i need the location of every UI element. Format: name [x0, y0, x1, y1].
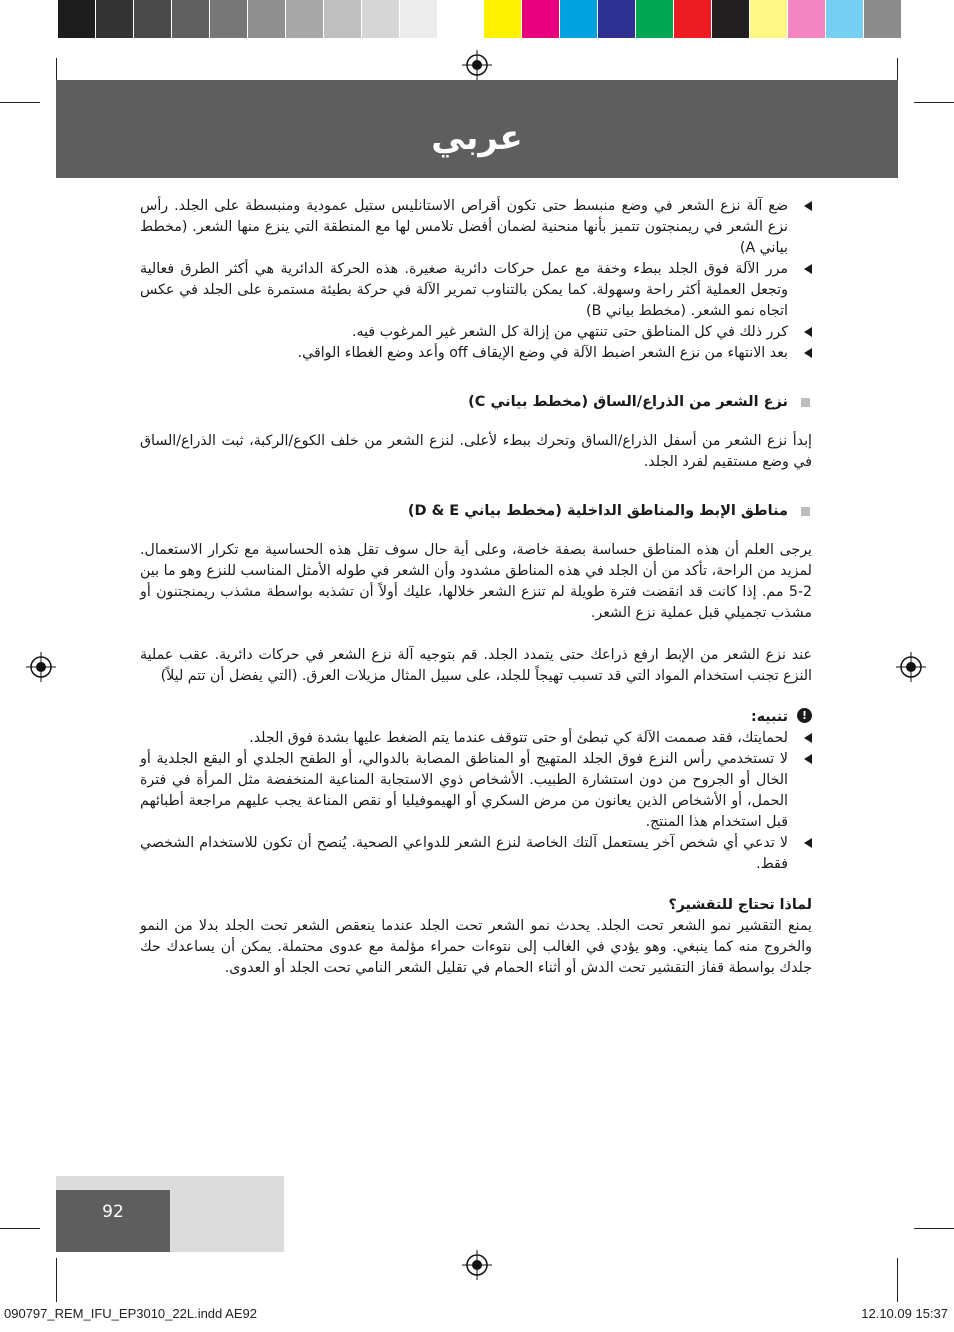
color-swatch — [58, 0, 96, 38]
color-swatch — [484, 0, 522, 38]
main-content — [140, 196, 812, 979]
warning-list — [140, 728, 812, 875]
triangle-bullet-icon — [804, 201, 812, 211]
underarm-paragraph-1: يرجى العلم أن هذه المناطق حساسة بصفة خاصة، وعلى أية حال سوف تقل هذه الحساسية مع تكرار الاستعمال. لمزيد من الراحة، تأكد من أن الجلد في هذه المناطق مشدود وأن الشعر في طوله الأمثل المناسب للنزع وهو ما بين 2-5 مم. إذا كانت قد انقضت فترة طويلة لم تنزع الشعر خلالها، عليك أولاً أن تشذبه بواسطة مشذب ريمنجتنون أو مشذب تجميلي قبل عملية نزع الشعر. — [140, 542, 812, 621]
triangle-bullet-icon — [804, 348, 812, 358]
underarm-paragraph-2: عند نزع الشعر من الإبط ارفع ذراعك حتى يتمدد الجلد. قم بتوجيه آلة نزع الشعر في حركات دائرية. عقب عملية النزع تجنب استخدام المواد التي قد تسبب تهيجاً للجلد، على سبيل المثال مزيلات العرق. (التي يفضل أن تتم ليلاً) — [140, 647, 812, 684]
color-swatch-bar — [484, 0, 902, 38]
list-item: ضع آلة نزع الشعر في وضع منبسط حتى تكون أقراص الاستانليس ستيل عمودية ومنبسطة على الجلد. رأس نزع الشعر في ريمنجتون تتميز بأنها منحنية لضمان أفضل تلامس لها مع المنطقة التي ينزع منها الشعر. (مخطط بياني A) — [140, 196, 812, 259]
registration-mark-icon — [462, 1250, 492, 1280]
color-swatch — [712, 0, 750, 38]
color-swatch — [400, 0, 438, 38]
color-swatch — [598, 0, 636, 38]
list-item: مرر الآلة فوق الجلد ببطء وخفة مع عمل حركات دائرية صغيرة. هذه الحركة الدائرية هي أكثر الطرق فعالية وتجعل العملية أكثر راحة وسهولة. كما يمكن بالتناوب تمرير الآلة في حركة بطيئة مستمرة على الجلد في عكس اتجاه نمو الشعر. (مخطط بياني B) — [140, 259, 812, 322]
file-slug: 090797_REM_IFU_EP3010_22L.indd AE92 — [4, 1306, 257, 1321]
triangle-bullet-icon — [804, 754, 812, 764]
triangle-bullet-icon — [804, 733, 812, 743]
list-item: لا تدعي أي شخص آخر يستعمل آلتك الخاصة لنزع الشعر للدواعي الصحية. يُنصح أن تكون للاستخدام الشخصي فقط. — [140, 833, 812, 875]
color-swatch — [864, 0, 902, 38]
list-item: كرر ذلك في كل المناطق حتى تنتهي من إزالة كل الشعر غير المرغوب فيه. — [140, 322, 812, 343]
color-swatch — [134, 0, 172, 38]
color-swatch — [96, 0, 134, 38]
color-swatch — [788, 0, 826, 38]
triangle-bullet-icon — [804, 838, 812, 848]
color-swatch — [438, 0, 476, 38]
page-title: عربي — [431, 118, 523, 158]
section-heading-arm-leg: نزع الشعر من الذراع/الساق (مخطط بياني C) — [140, 392, 812, 413]
registration-mark-icon — [26, 652, 56, 682]
crop-mark — [897, 1258, 898, 1302]
exfoliation-paragraph: يمنع التقشير نمو الشعر تحت الجلد. يحدث نمو الشعر تحت الجلد عندما ينعقص الشعر تحت الجلد بدلا من النمو والخروج منه كما ينبغي. وهو يؤدي في الغالب إلى نتوءات حمراء مؤلمة مع عدوى محتملة. يمكن أن يساعدك حك جلدك بواسطة قفاز التقشير تحت الدش أو أثناء الحمام في تقليل الشعر النامي تحت الجلد أو العدوى. — [140, 918, 812, 976]
color-swatch — [362, 0, 400, 38]
square-bullet-icon — [801, 398, 810, 407]
color-swatch — [636, 0, 674, 38]
gray-swatch-bar — [58, 0, 476, 38]
section-heading-underarm: مناطق الإبط والمناطق الداخلية (مخطط بياني D & E) — [140, 501, 812, 522]
date-slug: 12.10.09 15:37 — [861, 1306, 948, 1321]
square-bullet-icon — [801, 507, 810, 516]
instruction-list — [140, 196, 812, 364]
exfoliation-heading: لماذا تحتاج للتقشير؟ — [668, 897, 812, 913]
crop-mark — [56, 1258, 57, 1302]
color-swatch — [172, 0, 210, 38]
registration-mark-icon — [896, 652, 926, 682]
color-swatch — [248, 0, 286, 38]
color-swatch — [560, 0, 598, 38]
crop-mark — [0, 1228, 40, 1229]
crop-mark — [914, 102, 954, 103]
color-swatch — [750, 0, 788, 38]
warning-heading: ! تنبيه: — [140, 707, 812, 728]
crop-mark — [914, 1228, 954, 1229]
list-item: بعد الانتهاء من نزع الشعر اضبط الآلة في وضع الإيقاف off وأعد وضع الغطاء الواقي. — [140, 343, 812, 364]
arm-leg-paragraph: إبدأ نزع الشعر من أسفل الذراع/الساق وتحرك ببطء لأعلى. لنزع الشعر من خلف الكوع/الركبة، ثبت الذراع/الساق في وضع مستقيم لفرد الجلد. — [140, 433, 812, 470]
color-swatch — [674, 0, 712, 38]
crop-mark — [0, 102, 40, 103]
triangle-bullet-icon — [804, 327, 812, 337]
page-number: 92 — [56, 1190, 170, 1252]
list-item: لا تستخدمي رأس النزع فوق الجلد المتهيج أو المناطق المصابة بالدوالي، أو الطفح الجلدي أو البقع الجلدية أو الخال أو الجروح من دون استشارة الطبيب. الأشخاص ذوي الاستجابة المناعية المنخفضة مثل المرأة في فترة الحمل، أو الأشخاص الذين يعانون من مرض السكري أو الهيموفيليا أو نقص المناعة يجب عليهم مراجعة أطبائهم قبل استخدام هذا المنتج. — [140, 749, 812, 833]
color-swatch — [210, 0, 248, 38]
color-swatch — [286, 0, 324, 38]
list-item: لحمايتك، فقد صممت الآلة كي تبطئ أو حتى تتوقف عندما يتم الضغط عليها بشدة فوق الجلد. — [140, 728, 812, 749]
warning-icon: ! — [797, 708, 812, 723]
color-swatch — [324, 0, 362, 38]
color-swatch — [522, 0, 560, 38]
triangle-bullet-icon — [804, 264, 812, 274]
color-swatch — [826, 0, 864, 38]
registration-mark-icon — [462, 50, 492, 80]
